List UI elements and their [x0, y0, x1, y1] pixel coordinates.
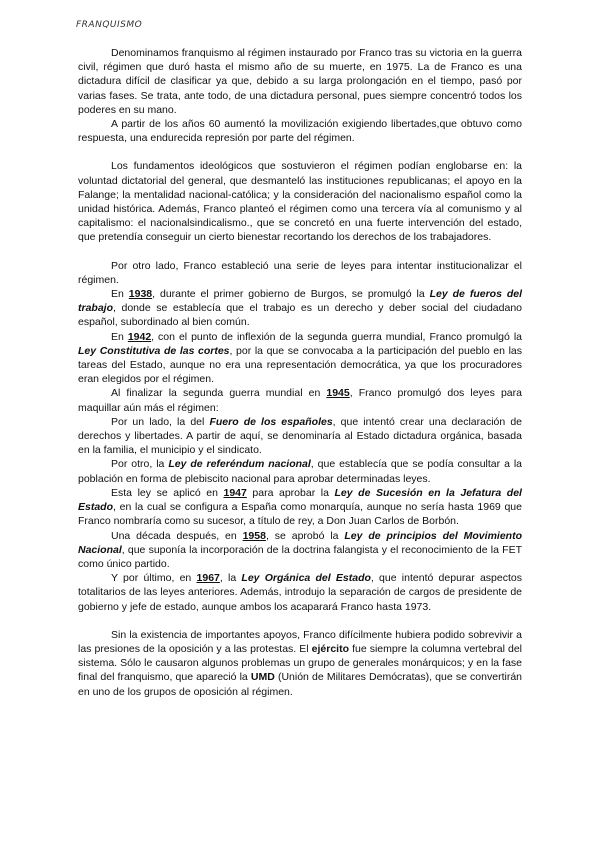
paragraph-1942: En 1942, con el punto de inflexión de la segunda guerra mundial, Franco promulgó la Ley Constitutiva de las cortes, por la que se convocaba a la participación del pueblo en las tareas del Estado, aunque no era una representación democrática, ya que los procuradores eran elegidos por el régimen. [78, 330, 522, 386]
paragraph-fuero-espanoles: Por un lado, la del Fuero de los españoles, que intentó crear una declaración de derechos y libertades. A partir de aquí, se denominaría al Estado dictadura orgánica, basada en la familia, el municipio y el sindicato. [78, 415, 523, 457]
year-1942: 1942 [127, 330, 152, 343]
paragraph-1938: En 1938, durante el primer gobierno de Burgos, se promulgó la Ley de fueros del trabajo, donde se establecía que el trabajo es un derecho y deber social del ciudadano español, subordinado al bien común. [78, 288, 523, 329]
year-1938: 1938 [128, 288, 153, 301]
law-principios-movimiento: Ley de principios del Movimiento Nacional [78, 529, 522, 556]
paragraph-sixties: A partir de los años 60 aumentó la movilización exigiendo libertades,que obtuvo como respuesta, una endurecida represión por parte del régimen. [78, 118, 522, 145]
law-sucesion: Ley de Sucesión en la Jefatura del Estado [78, 486, 522, 514]
law-fuero-espanoles: Fuero de los españoles [209, 415, 333, 428]
paragraph-referendum: Por otro, la Ley de referéndum nacional, que establecía que se podía consultar a la población en forma de plebiscito nacional para aprobar determinadas leyes. [78, 458, 522, 485]
law-constitutiva-cortes: Ley Constitutiva de las cortes [78, 344, 230, 357]
law-referendum-nacional: Ley de referéndum nacional [168, 458, 311, 471]
paragraph-1947: Esta ley se aplicó en 1947 para aprobar la Ley de Sucesión en la Jefatura del Estado, en la cual se configura a España como monarquía, aunque no sería hasta 1969 que Franco nombraría como su sucesor, a título de rey, a Don Juan Carlos de Borbón. [78, 486, 522, 528]
page-header: FRANQUISMO [76, 20, 143, 30]
paragraph-1945: Al finalizar la segunda guerra mundial en 1945, Franco promulgó dos leyes para maquillar aún más el régimen: [78, 387, 522, 414]
paragraph-1958: Una década después, en 1958, se aprobó la Ley de principios del Movimiento Nacional, que suponía la incorporación de la doctrina falangista y el reconocimiento de la FET como único partido. [78, 529, 522, 570]
keyword-umd: UMD [250, 671, 275, 684]
paragraph-apoyos: Sin la existencia de importantes apoyos, Franco difícilmente hubiera podido sobrevivir a las presiones de la oposición y a las protestas. El ejército fue siempre la columna vertebral del sistema. Sólo le causaron algunos problemas un grupo de generales monárquicos; y en la fase final del franquismo, que apareció la UMD (Unión de Militares Demócratas), que se convertirán en uno de los grupos de oposición al régimen. [78, 628, 522, 698]
paragraph-intro: Denominamos franquismo al régimen instaurado por Franco tras su victoria en la guerra civil, régimen que duró hasta el mismo año de su muerte, en 1975. La de Franco es una dictadura difícil de clasificar ya que, debido a su larga prolongación en el tiempo, pasó por varias fases. Se trata, ante todo, de una dictadura personal, pues siempre concentró todos los poderes en su mano. [78, 47, 522, 116]
keyword-ejercito: ejército [311, 642, 350, 655]
year-1958: 1958 [242, 529, 266, 542]
law-fueros-trabajo: Ley de fueros del trabajo [78, 288, 523, 315]
year-1945: 1945 [326, 387, 350, 400]
paragraph-ideology: Los fundamentos ideológicos que sostuvieron el régimen podían englobarse en: la voluntad dictatorial del general, que desmanteló las instituciones republicanas; el apoyo en la Falange; la mentalidad nacional-católica; y la consideración del nacionalismo español como la unidad histórica. Además, Franco planteó el régimen como una tercera vía al comunismo y al capitalismo: el nacionalsindicalismo., que se concretó en una fuerte intervención del estado, que pretendía conseguir un cierto bienestar recortando los derechos de los trabajadores. [78, 160, 522, 244]
law-organica-estado: Ley Orgánica del Estado [241, 572, 371, 585]
paragraph-1967: Y por último, en 1967, la Ley Orgánica del Estado, que intentó depurar aspectos totalitarios de las leyes anteriores. Además, introdujo la separación de cargos de presidente de gobierno y jefe de estado, aunque ambos los acaparará Franco hasta 1973. [78, 572, 522, 613]
paragraph-laws-intro: Por otro lado, Franco estableció una serie de leyes para intentar institucionalizar el régimen. [78, 259, 522, 286]
year-1967: 1967 [196, 572, 220, 585]
year-1947: 1947 [223, 486, 247, 499]
